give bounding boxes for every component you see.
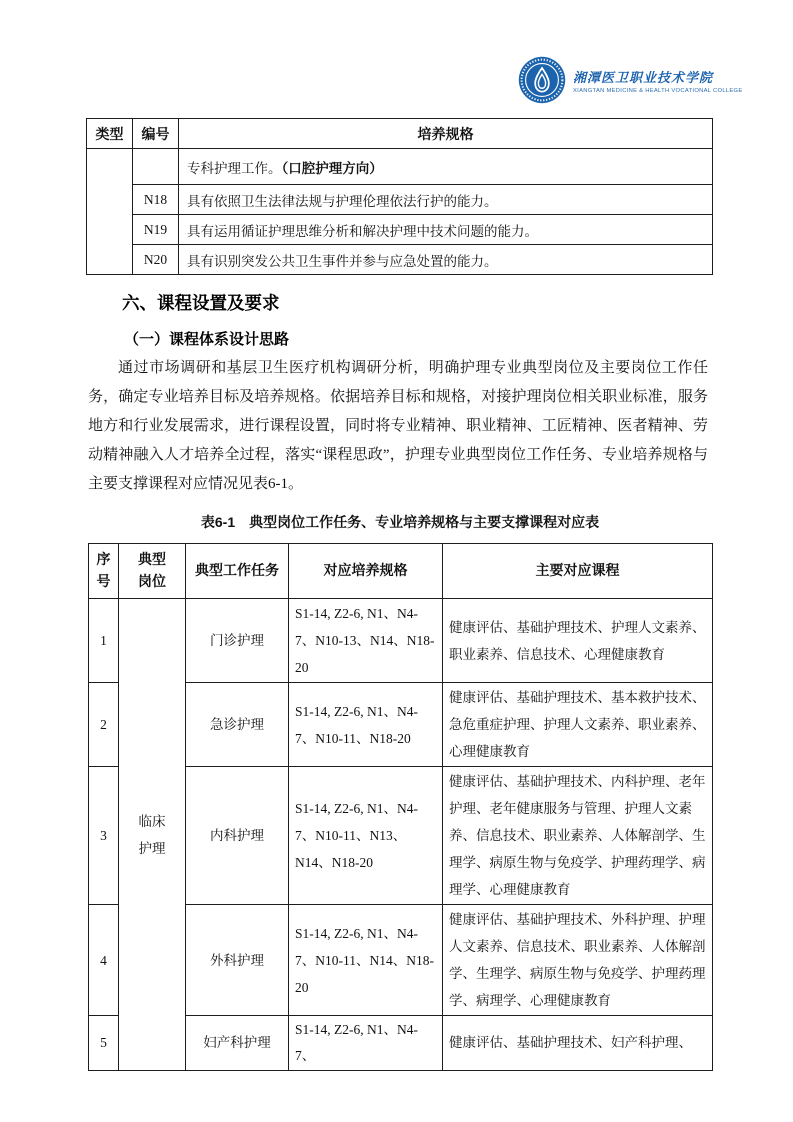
training-spec-table <box>86 118 713 275</box>
cell-spec: 具有运用循证护理思维分析和解决护理中技术问题的能力。 <box>179 215 713 245</box>
table-caption: 表6-1 典型岗位工作任务、专业培养规格与主要支撑课程对应表 <box>200 514 600 530</box>
course-mapping-table <box>88 543 713 1071</box>
cell-task: 门诊护理 <box>186 599 289 683</box>
cell-type-merged <box>87 149 133 275</box>
cell-code <box>133 149 179 185</box>
cell-courses: 健康评估、基础护理技术、内科护理、老年护理、老年健康服务与管理、护理人文素养、信息技术、职业素养、人体解剖学、生理学、病原生物与免疫学、护理药理学、病理学、心理健康教育 <box>443 767 713 905</box>
college-emblem-icon <box>518 56 566 104</box>
cell-task: 内科护理 <box>186 767 289 905</box>
college-logo <box>518 56 743 104</box>
cell-seq: 2 <box>89 683 119 767</box>
cell-courses: 健康评估、基础护理技术、基本救护技术、急危重症护理、护理人文素养、职业素养、心理健康教育 <box>443 683 713 767</box>
cell-task: 外科护理 <box>186 905 289 1016</box>
col-header-courses: 主要对应课程 <box>443 544 713 599</box>
college-name-en: XIANGTAN MEDICINE & HEALTH VOCATIONAL COLLEGE <box>573 87 743 94</box>
table-row <box>87 245 713 275</box>
col-header-spec: 培养规格 <box>179 119 713 149</box>
cell-specs: S1-14, Z2-6, N1、N4-7、N10-13、N14、N18-20 <box>289 599 443 683</box>
table-row <box>87 215 713 245</box>
cell-spec: 具有识别突发公共卫生事件并参与应急处置的能力。 <box>179 245 713 275</box>
col-header-task: 典型工作任务 <box>186 544 289 599</box>
table-row <box>87 149 713 185</box>
table-row <box>89 599 713 683</box>
cell-task: 急诊护理 <box>186 683 289 767</box>
cell-task: 妇产科护理 <box>186 1016 289 1071</box>
col-header-specs: 对应培养规格 <box>289 544 443 599</box>
cell-specs: S1-14, Z2-6, N1、N4-7、N10-11、N14、N18-20 <box>289 905 443 1016</box>
spec-text: 专科护理工作。 <box>187 160 282 176</box>
intro-paragraph: 通过市场调研和基层卫生医疗机构调研分析，明确护理专业典型岗位及主要岗位工作任务，确定专业培养目标及培养规格。依据培养目标和规格，对接护理岗位相关职业标准，服务地方和行业发展需求，进行课程设置，同时将专业精神、职业精神、工匠精神、医者精神、劳动精神融入人才培养全过程，落实“课程思政”，护理专业典型岗位工作任务、专业培养规格与主要支撑课程对应情况见表6-1。 <box>88 360 708 492</box>
spec-text-bold: （口腔护理方向） <box>281 160 383 176</box>
cell-specs: S1-14, Z2-6, N1、N4-7、N10-11、N13、N14、N18-20 <box>289 767 443 905</box>
cell-specs: S1-14, Z2-6, N1、N4-7、 <box>289 1016 443 1071</box>
cell-code: N18 <box>133 185 179 215</box>
cell-spec <box>179 149 713 185</box>
sub-heading: （一）课程体系设计思路 <box>124 331 290 348</box>
cell-courses: 健康评估、基础护理技术、妇产科护理、 <box>443 1016 713 1071</box>
cell-post-group: 临床护理 <box>119 599 186 1071</box>
cell-seq: 3 <box>89 767 119 905</box>
col-header-post: 典型岗位 <box>119 544 186 599</box>
course-header-row <box>89 544 713 599</box>
college-name-block <box>573 67 743 94</box>
cell-courses: 健康评估、基础护理技术、护理人文素养、职业素养、信息技术、心理健康教育 <box>443 599 713 683</box>
cell-seq: 1 <box>89 599 119 683</box>
college-name-zh: 湘潭医卫职业技术学院 <box>573 70 714 86</box>
cell-spec: 具有依照卫生法律法规与护理伦理依法行护的能力。 <box>179 185 713 215</box>
cell-code: N20 <box>133 245 179 275</box>
cell-courses: 健康评估、基础护理技术、外科护理、护理人文素养、信息技术、职业素养、人体解剖学、生理学、病原生物与免疫学、护理药理学、病理学、心理健康教育 <box>443 905 713 1016</box>
col-header-code: 编号 <box>133 119 179 149</box>
cell-code: N19 <box>133 215 179 245</box>
spec-header-row <box>87 119 713 149</box>
table-row <box>87 185 713 215</box>
section-heading: 六、课程设置及要求 <box>122 293 280 313</box>
cell-seq: 5 <box>89 1016 119 1071</box>
cell-specs: S1-14, Z2-6, N1、N4-7、N10-11、N18-20 <box>289 683 443 767</box>
cell-seq: 4 <box>89 905 119 1016</box>
col-header-seq: 序号 <box>89 544 119 599</box>
col-header-type: 类型 <box>87 119 133 149</box>
